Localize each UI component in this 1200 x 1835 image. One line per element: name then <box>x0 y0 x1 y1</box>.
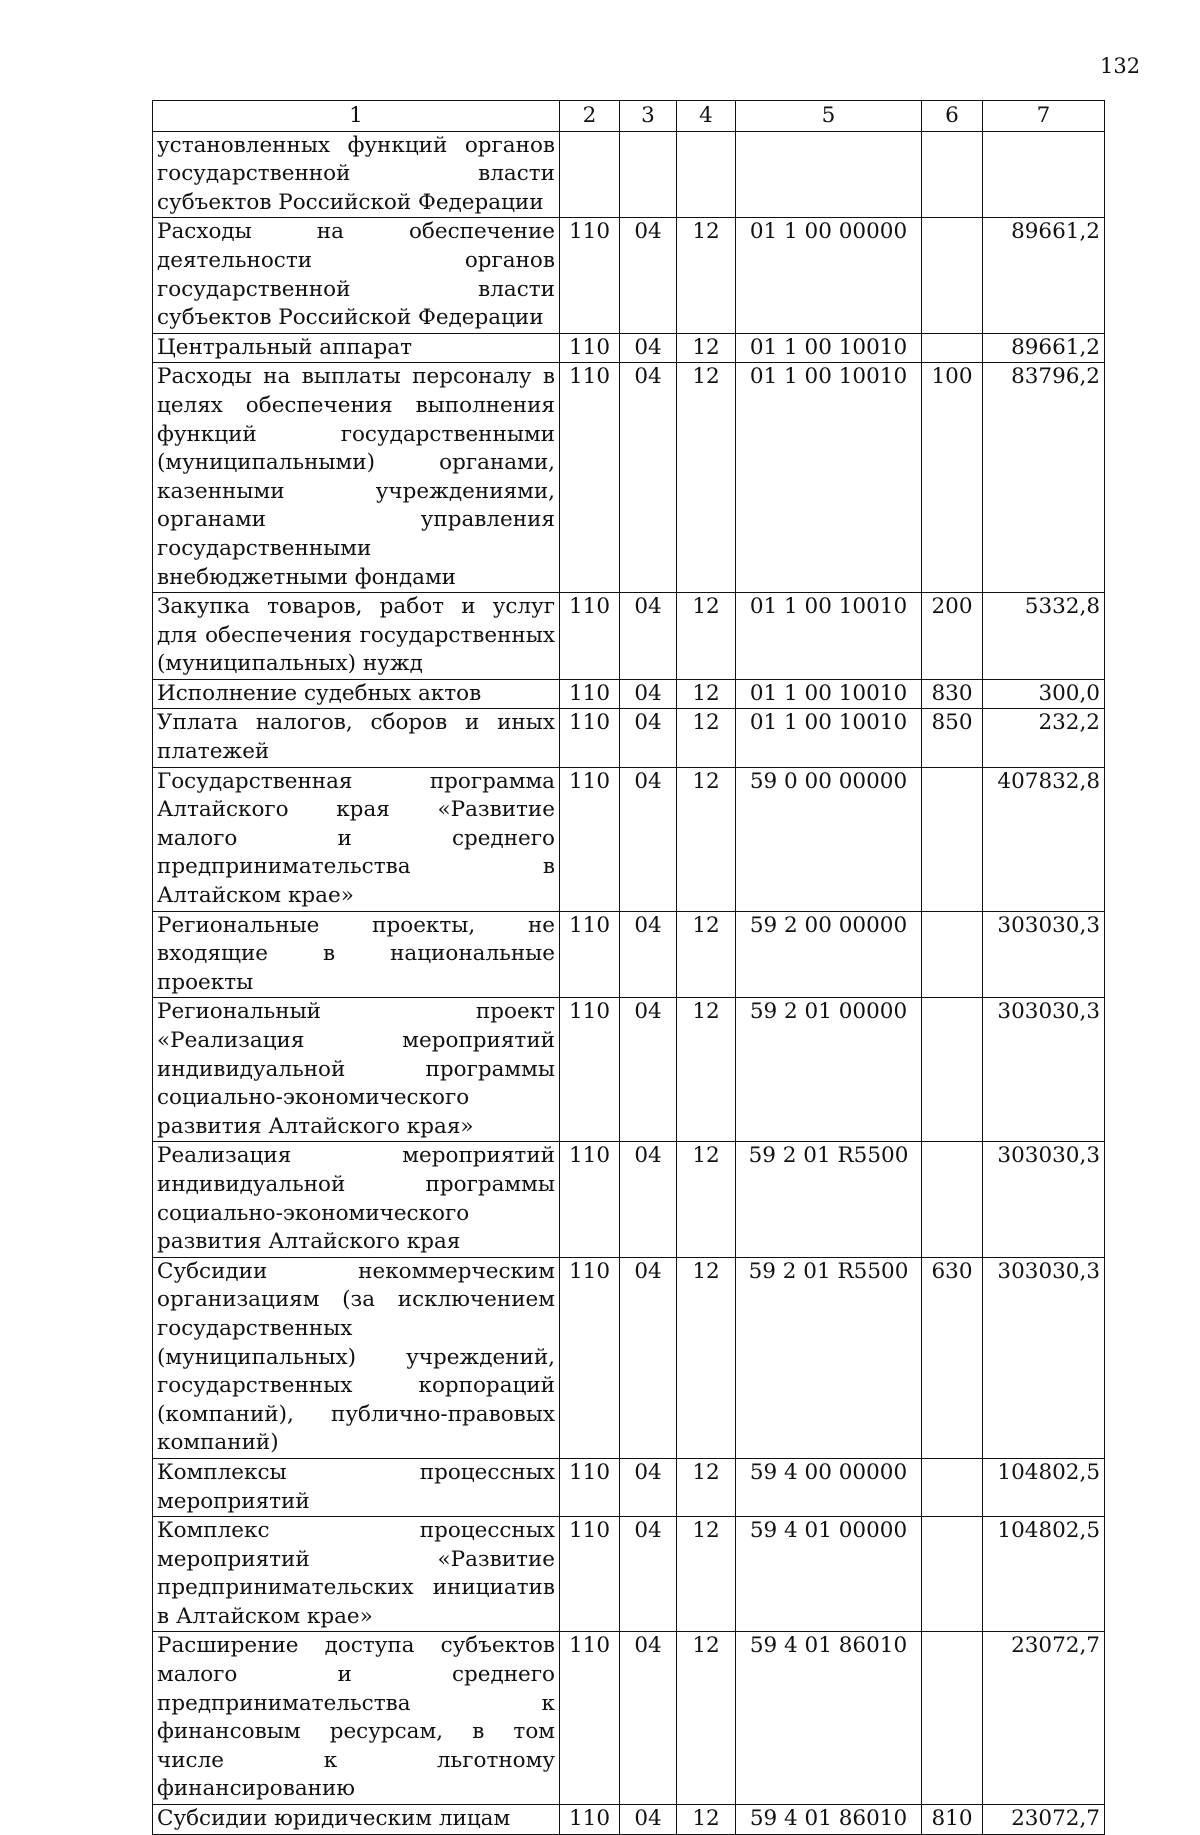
expense-name-cell: Государственная программа Алтайского края «Развитие малого и среднего предпринимательства в Алтайском крае» <box>153 767 560 911</box>
target-article-cell: 59 2 01 R5500 <box>736 1142 922 1257</box>
ministry-code-cell: 110 <box>560 998 620 1142</box>
target-article-cell: 59 4 01 00000 <box>736 1517 922 1632</box>
expense-type-cell <box>922 767 983 911</box>
table-row <box>153 363 1105 593</box>
amount-cell: 89661,2 <box>983 218 1105 333</box>
target-article-cell: 59 4 01 86010 <box>736 1805 922 1835</box>
target-article-cell: 01 1 00 10010 <box>736 679 922 709</box>
subsection-code-cell: 12 <box>677 1257 736 1458</box>
header-cell: 2 <box>560 101 620 132</box>
table-row <box>153 333 1105 363</box>
target-article-cell: 59 4 00 00000 <box>736 1458 922 1516</box>
target-article-cell: 59 4 01 86010 <box>736 1632 922 1805</box>
header-cell: 5 <box>736 101 922 132</box>
section-code-cell: 04 <box>620 1517 677 1632</box>
section-code-cell: 04 <box>620 911 677 998</box>
target-article-cell: 01 1 00 10010 <box>736 709 922 767</box>
expense-type-cell: 630 <box>922 1257 983 1458</box>
table-row <box>153 1805 1105 1835</box>
section-code-cell: 04 <box>620 593 677 680</box>
subsection-code-cell: 12 <box>677 1632 736 1805</box>
expense-type-cell: 850 <box>922 709 983 767</box>
ministry-code-cell: 110 <box>560 593 620 680</box>
expense-type-cell: 200 <box>922 593 983 680</box>
amount-cell <box>983 131 1105 218</box>
subsection-code-cell: 12 <box>677 911 736 998</box>
section-code-cell: 04 <box>620 767 677 911</box>
section-code-cell: 04 <box>620 333 677 363</box>
section-code-cell: 04 <box>620 363 677 593</box>
subsection-code-cell: 12 <box>677 1517 736 1632</box>
ministry-code-cell: 110 <box>560 333 620 363</box>
ministry-code-cell: 110 <box>560 1517 620 1632</box>
ministry-code-cell: 110 <box>560 709 620 767</box>
expense-name-cell: Субсидии юридическим лицам <box>153 1805 560 1835</box>
ministry-code-cell: 110 <box>560 1257 620 1458</box>
header-cell: 7 <box>983 101 1105 132</box>
table-row <box>153 1458 1105 1516</box>
section-code-cell: 04 <box>620 1458 677 1516</box>
ministry-code-cell: 110 <box>560 363 620 593</box>
ministry-code-cell: 110 <box>560 767 620 911</box>
subsection-code-cell: 12 <box>677 218 736 333</box>
expense-name-cell: Комплексы процессных мероприятий <box>153 1458 560 1516</box>
ministry-code-cell: 110 <box>560 1805 620 1835</box>
expense-name-cell: Расширение доступа субъектов малого и среднего предпринимательства к финансовым ресурсам, в том числе к льготному финансированию <box>153 1632 560 1805</box>
amount-cell: 104802,5 <box>983 1517 1105 1632</box>
expense-name-cell: Уплата налогов, сборов и иных платежей <box>153 709 560 767</box>
expense-name-cell: Реализация мероприятий индивидуальной программы социально-экономического развития Алтайского края <box>153 1142 560 1257</box>
amount-cell: 303030,3 <box>983 1257 1105 1458</box>
table-row <box>153 1517 1105 1632</box>
section-code-cell: 04 <box>620 1142 677 1257</box>
expense-type-cell: 810 <box>922 1805 983 1835</box>
expense-name-cell: установленных функций органов государственной власти субъектов Российской Федерации <box>153 131 560 218</box>
subsection-code-cell: 12 <box>677 363 736 593</box>
expense-name-cell: Исполнение судебных актов <box>153 679 560 709</box>
table-row <box>153 593 1105 680</box>
ministry-code-cell: 110 <box>560 679 620 709</box>
header-cell: 1 <box>153 101 560 132</box>
amount-cell: 303030,3 <box>983 998 1105 1142</box>
expense-type-cell <box>922 911 983 998</box>
amount-cell: 5332,8 <box>983 593 1105 680</box>
ministry-code-cell: 110 <box>560 1142 620 1257</box>
table-row <box>153 131 1105 218</box>
expense-type-cell: 100 <box>922 363 983 593</box>
target-article-cell: 59 2 01 00000 <box>736 998 922 1142</box>
target-article-cell <box>736 131 922 218</box>
subsection-code-cell: 12 <box>677 333 736 363</box>
amount-cell: 407832,8 <box>983 767 1105 911</box>
table-row <box>153 1142 1105 1257</box>
table-row <box>153 767 1105 911</box>
amount-cell: 303030,3 <box>983 911 1105 998</box>
subsection-code-cell: 12 <box>677 1142 736 1257</box>
ministry-code-cell: 110 <box>560 911 620 998</box>
subsection-code-cell: 12 <box>677 593 736 680</box>
target-article-cell: 59 0 00 00000 <box>736 767 922 911</box>
header-cell: 3 <box>620 101 677 132</box>
expense-type-cell <box>922 1142 983 1257</box>
expense-name-cell: Закупка товаров, работ и услуг для обеспечения государственных (муниципальных) нужд <box>153 593 560 680</box>
expense-type-cell: 830 <box>922 679 983 709</box>
section-code-cell: 04 <box>620 998 677 1142</box>
target-article-cell: 01 1 00 10010 <box>736 593 922 680</box>
expense-type-cell <box>922 131 983 218</box>
section-code-cell: 04 <box>620 679 677 709</box>
expense-name-cell: Региональный проект «Реализация мероприятий индивидуальной программы социально-экономического развития Алтайского края» <box>153 998 560 1142</box>
target-article-cell: 59 2 01 R5500 <box>736 1257 922 1458</box>
amount-cell: 89661,2 <box>983 333 1105 363</box>
expense-type-cell <box>922 218 983 333</box>
budget-table <box>152 100 1105 1835</box>
target-article-cell: 01 1 00 10010 <box>736 363 922 593</box>
amount-cell: 83796,2 <box>983 363 1105 593</box>
expense-type-cell <box>922 1632 983 1805</box>
ministry-code-cell: 110 <box>560 1458 620 1516</box>
header-cell: 4 <box>677 101 736 132</box>
table-row <box>153 679 1105 709</box>
section-code-cell: 04 <box>620 1257 677 1458</box>
header-cell: 6 <box>922 101 983 132</box>
header-row <box>153 101 1105 132</box>
table-body <box>153 131 1105 1834</box>
expense-name-cell: Региональные проекты, не входящие в национальные проекты <box>153 911 560 998</box>
section-code-cell: 04 <box>620 709 677 767</box>
subsection-code-cell: 12 <box>677 1805 736 1835</box>
target-article-cell: 59 2 00 00000 <box>736 911 922 998</box>
section-code-cell: 04 <box>620 218 677 333</box>
expense-type-cell <box>922 333 983 363</box>
amount-cell: 300,0 <box>983 679 1105 709</box>
table-row <box>153 1632 1105 1805</box>
table-row <box>153 218 1105 333</box>
page-number: 132 <box>1100 54 1141 78</box>
expense-name-cell: Расходы на обеспечение деятельности органов государственной власти субъектов Российской Федерации <box>153 218 560 333</box>
expense-name-cell: Расходы на выплаты персоналу в целях обеспечения выполнения функций государственными (муниципальными) органами, казенными учреждениями, органами управления государственными внебюджетными фондами <box>153 363 560 593</box>
subsection-code-cell: 12 <box>677 998 736 1142</box>
table-row <box>153 1257 1105 1458</box>
expense-type-cell <box>922 1517 983 1632</box>
subsection-code-cell: 12 <box>677 709 736 767</box>
amount-cell: 23072,7 <box>983 1632 1105 1805</box>
expense-name-cell: Комплекс процессных мероприятий «Развитие предпринимательских инициатив в Алтайском крае» <box>153 1517 560 1632</box>
table-row <box>153 911 1105 998</box>
ministry-code-cell: 110 <box>560 1632 620 1805</box>
subsection-code-cell: 12 <box>677 1458 736 1516</box>
target-article-cell: 01 1 00 00000 <box>736 218 922 333</box>
subsection-code-cell: 12 <box>677 767 736 911</box>
amount-cell: 232,2 <box>983 709 1105 767</box>
amount-cell: 104802,5 <box>983 1458 1105 1516</box>
target-article-cell: 01 1 00 10010 <box>736 333 922 363</box>
amount-cell: 23072,7 <box>983 1805 1105 1835</box>
expense-name-cell: Центральный аппарат <box>153 333 560 363</box>
ministry-code-cell <box>560 131 620 218</box>
section-code-cell: 04 <box>620 1632 677 1805</box>
table-row <box>153 998 1105 1142</box>
subsection-code-cell: 12 <box>677 679 736 709</box>
expense-type-cell <box>922 1458 983 1516</box>
section-code-cell <box>620 131 677 218</box>
subsection-code-cell <box>677 131 736 218</box>
section-code-cell: 04 <box>620 1805 677 1835</box>
amount-cell: 303030,3 <box>983 1142 1105 1257</box>
ministry-code-cell: 110 <box>560 218 620 333</box>
expense-type-cell <box>922 998 983 1142</box>
table-row <box>153 709 1105 767</box>
expense-name-cell: Субсидии некоммерческим организациям (за исключением государственных (муниципальных) учреждений, государственных корпораций (компаний), публично-правовых компаний) <box>153 1257 560 1458</box>
